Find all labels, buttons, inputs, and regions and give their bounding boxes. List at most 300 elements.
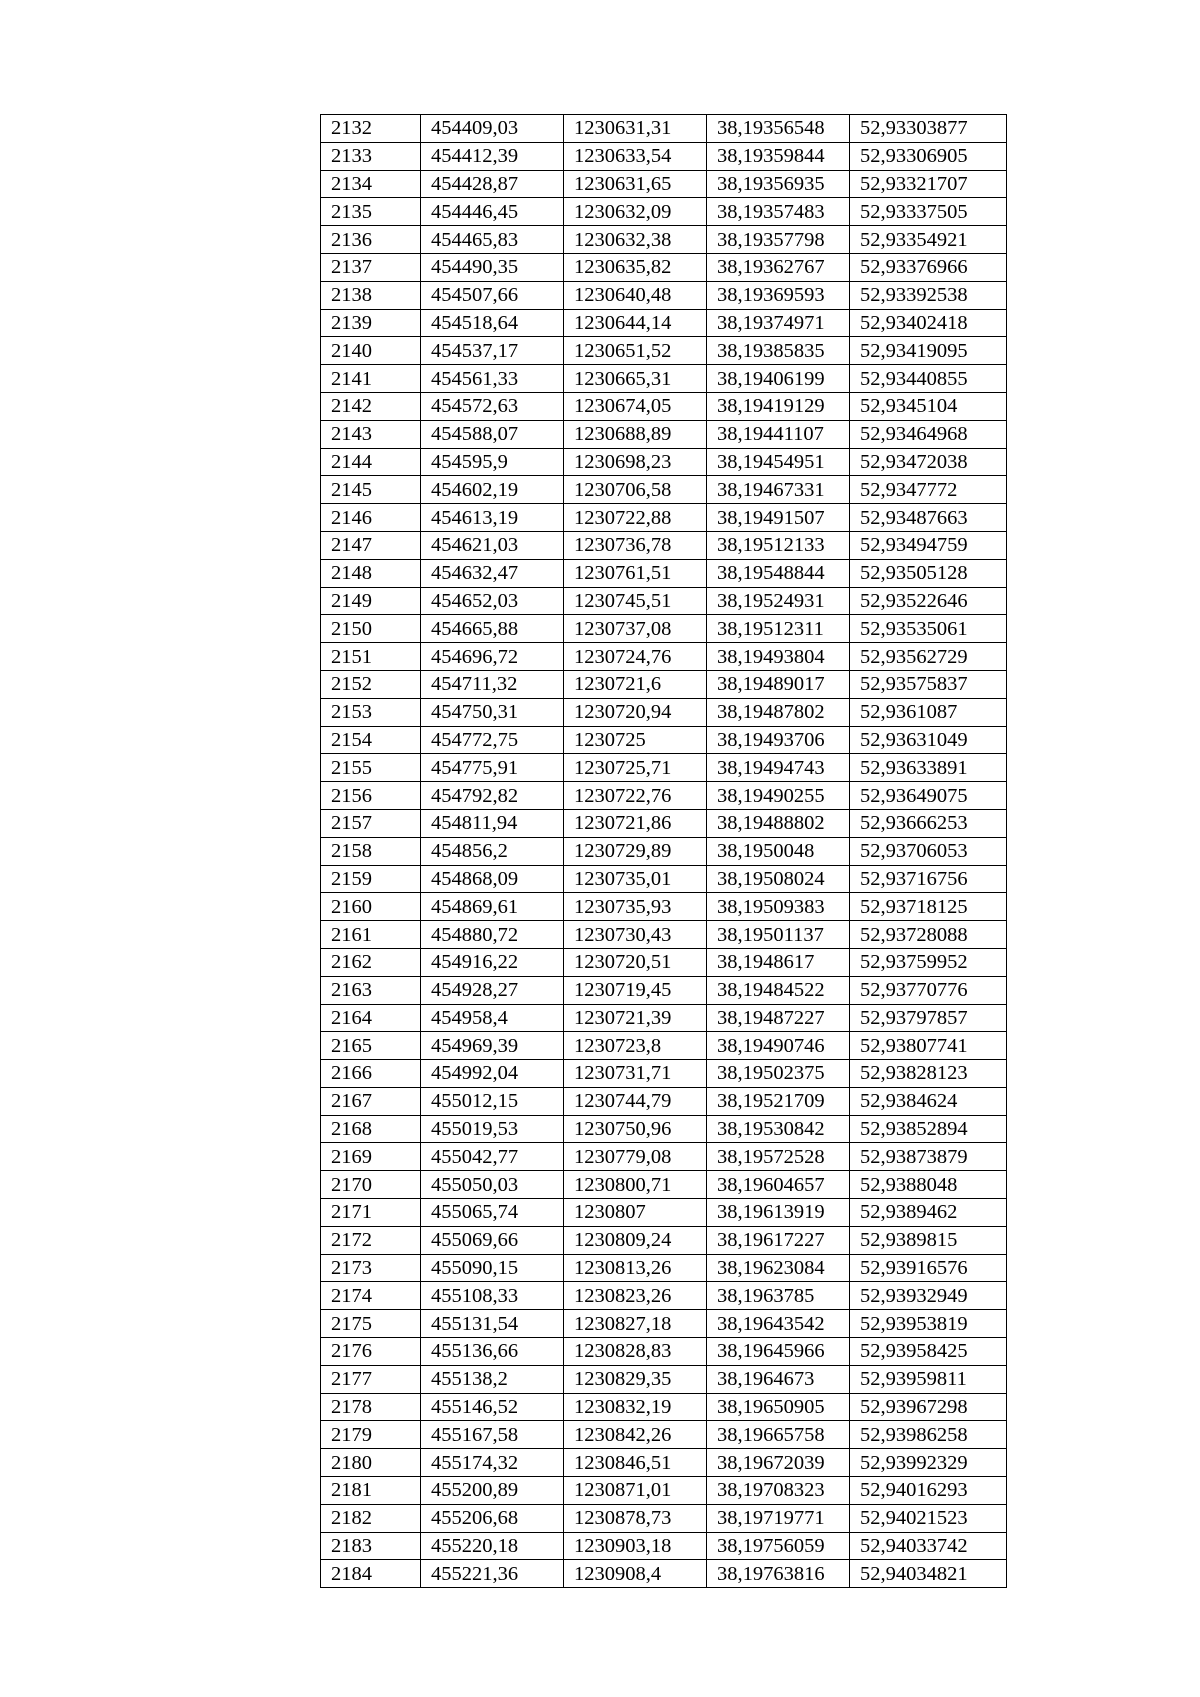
table-row [321,281,1007,309]
x-coordinate-cell: 454958,4 [421,1004,564,1032]
y-coordinate-cell: 1230813,26 [564,1254,707,1282]
latitude-cell: 52,93562729 [850,643,1007,671]
longitude-cell: 38,19502375 [707,1060,850,1088]
longitude-cell: 38,19672039 [707,1449,850,1477]
x-coordinate-cell: 454665,88 [421,615,564,643]
latitude-cell: 52,93306905 [850,142,1007,170]
x-coordinate-cell: 454868,09 [421,865,564,893]
latitude-cell: 52,93718125 [850,893,1007,921]
point-number-cell: 2143 [321,420,421,448]
longitude-cell: 38,19362767 [707,253,850,281]
latitude-cell: 52,93728088 [850,921,1007,949]
y-coordinate-cell: 1230823,26 [564,1282,707,1310]
latitude-cell: 52,93759952 [850,948,1007,976]
y-coordinate-cell: 1230724,76 [564,643,707,671]
longitude-cell: 38,19489017 [707,670,850,698]
point-number-cell: 2161 [321,921,421,949]
point-number-cell: 2158 [321,837,421,865]
latitude-cell: 52,9388048 [850,1171,1007,1199]
table-row [321,1365,1007,1393]
latitude-cell: 52,93633891 [850,754,1007,782]
table-row [321,1504,1007,1532]
longitude-cell: 38,19493804 [707,643,850,671]
table-row [321,1338,1007,1366]
y-coordinate-cell: 1230706,58 [564,476,707,504]
y-coordinate-cell: 1230744,79 [564,1087,707,1115]
y-coordinate-cell: 1230635,82 [564,253,707,281]
latitude-cell: 52,93402418 [850,309,1007,337]
table-row [321,1171,1007,1199]
x-coordinate-cell: 454518,64 [421,309,564,337]
y-coordinate-cell: 1230722,88 [564,504,707,532]
y-coordinate-cell: 1230750,96 [564,1115,707,1143]
point-number-cell: 2169 [321,1143,421,1171]
latitude-cell: 52,93472038 [850,448,1007,476]
latitude-cell: 52,93953819 [850,1310,1007,1338]
longitude-cell: 38,19356935 [707,170,850,198]
y-coordinate-cell: 1230722,76 [564,782,707,810]
table-row [321,504,1007,532]
x-coordinate-cell: 454696,72 [421,643,564,671]
point-number-cell: 2163 [321,976,421,1004]
latitude-cell: 52,93992329 [850,1449,1007,1477]
table-row [321,1199,1007,1227]
x-coordinate-cell: 455206,68 [421,1504,564,1532]
point-number-cell: 2177 [321,1365,421,1393]
y-coordinate-cell: 1230665,31 [564,365,707,393]
x-coordinate-cell: 454775,91 [421,754,564,782]
longitude-cell: 38,19763816 [707,1560,850,1588]
point-number-cell: 2174 [321,1282,421,1310]
longitude-cell: 38,19623084 [707,1254,850,1282]
table-row [321,420,1007,448]
latitude-cell: 52,93797857 [850,1004,1007,1032]
longitude-cell: 38,19490255 [707,782,850,810]
longitude-cell: 38,1948617 [707,948,850,976]
longitude-cell: 38,19374971 [707,309,850,337]
y-coordinate-cell: 1230800,71 [564,1171,707,1199]
x-coordinate-cell: 455042,77 [421,1143,564,1171]
table-row [321,865,1007,893]
point-number-cell: 2162 [321,948,421,976]
latitude-cell: 52,93419095 [850,337,1007,365]
latitude-cell: 52,9361087 [850,698,1007,726]
longitude-cell: 38,19491507 [707,504,850,532]
table-row [321,587,1007,615]
point-number-cell: 2181 [321,1477,421,1505]
longitude-cell: 38,19419129 [707,392,850,420]
y-coordinate-cell: 1230871,01 [564,1477,707,1505]
table-row [321,782,1007,810]
point-number-cell: 2154 [321,726,421,754]
x-coordinate-cell: 454969,39 [421,1032,564,1060]
x-coordinate-cell: 454792,82 [421,782,564,810]
table-row [321,365,1007,393]
table-row [321,142,1007,170]
table-row [321,893,1007,921]
point-number-cell: 2182 [321,1504,421,1532]
longitude-cell: 38,1964673 [707,1365,850,1393]
table-row [321,448,1007,476]
x-coordinate-cell: 454811,94 [421,809,564,837]
point-number-cell: 2183 [321,1532,421,1560]
point-number-cell: 2151 [321,643,421,671]
table-row [321,170,1007,198]
longitude-cell: 38,19487802 [707,698,850,726]
table-row [321,1477,1007,1505]
y-coordinate-cell: 1230720,51 [564,948,707,976]
table-row [321,1560,1007,1588]
table-row [321,809,1007,837]
y-coordinate-cell: 1230721,39 [564,1004,707,1032]
y-coordinate-cell: 1230631,31 [564,115,707,143]
x-coordinate-cell: 455019,53 [421,1115,564,1143]
table-row [321,1393,1007,1421]
x-coordinate-cell: 454595,9 [421,448,564,476]
x-coordinate-cell: 454652,03 [421,587,564,615]
longitude-cell: 38,19441107 [707,420,850,448]
latitude-cell: 52,93916576 [850,1254,1007,1282]
latitude-cell: 52,93464968 [850,420,1007,448]
latitude-cell: 52,9389462 [850,1199,1007,1227]
latitude-cell: 52,93522646 [850,587,1007,615]
y-coordinate-cell: 1230878,73 [564,1504,707,1532]
y-coordinate-cell: 1230721,6 [564,670,707,698]
point-number-cell: 2164 [321,1004,421,1032]
table-row [321,115,1007,143]
x-coordinate-cell: 454561,33 [421,365,564,393]
x-coordinate-cell: 454992,04 [421,1060,564,1088]
y-coordinate-cell: 1230807 [564,1199,707,1227]
longitude-cell: 38,19650905 [707,1393,850,1421]
latitude-cell: 52,93986258 [850,1421,1007,1449]
x-coordinate-cell: 454869,61 [421,893,564,921]
latitude-cell: 52,93716756 [850,865,1007,893]
point-number-cell: 2173 [321,1254,421,1282]
x-coordinate-cell: 455090,15 [421,1254,564,1282]
longitude-cell: 38,19490746 [707,1032,850,1060]
x-coordinate-cell: 454750,31 [421,698,564,726]
longitude-cell: 38,19356548 [707,115,850,143]
latitude-cell: 52,93487663 [850,504,1007,532]
x-coordinate-cell: 454409,03 [421,115,564,143]
coordinates-table-body [321,115,1007,1588]
table-row [321,837,1007,865]
y-coordinate-cell: 1230761,51 [564,559,707,587]
table-row [321,726,1007,754]
point-number-cell: 2142 [321,392,421,420]
latitude-cell: 52,93807741 [850,1032,1007,1060]
point-number-cell: 2139 [321,309,421,337]
point-number-cell: 2152 [321,670,421,698]
y-coordinate-cell: 1230832,19 [564,1393,707,1421]
table-row [321,754,1007,782]
point-number-cell: 2135 [321,198,421,226]
y-coordinate-cell: 1230632,38 [564,226,707,254]
longitude-cell: 38,19369593 [707,281,850,309]
point-number-cell: 2150 [321,615,421,643]
longitude-cell: 38,19613919 [707,1199,850,1227]
longitude-cell: 38,19512133 [707,531,850,559]
point-number-cell: 2134 [321,170,421,198]
y-coordinate-cell: 1230736,78 [564,531,707,559]
x-coordinate-cell: 455167,58 [421,1421,564,1449]
point-number-cell: 2167 [321,1087,421,1115]
y-coordinate-cell: 1230633,54 [564,142,707,170]
x-coordinate-cell: 454428,87 [421,170,564,198]
table-row [321,670,1007,698]
x-coordinate-cell: 455220,18 [421,1532,564,1560]
y-coordinate-cell: 1230640,48 [564,281,707,309]
x-coordinate-cell: 455174,32 [421,1449,564,1477]
longitude-cell: 38,19548844 [707,559,850,587]
y-coordinate-cell: 1230846,51 [564,1449,707,1477]
latitude-cell: 52,9389815 [850,1226,1007,1254]
table-row [321,615,1007,643]
table-row [321,1032,1007,1060]
table-row [321,948,1007,976]
longitude-cell: 38,19508024 [707,865,850,893]
x-coordinate-cell: 455221,36 [421,1560,564,1588]
longitude-cell: 38,19484522 [707,976,850,1004]
latitude-cell: 52,93440855 [850,365,1007,393]
y-coordinate-cell: 1230720,94 [564,698,707,726]
y-coordinate-cell: 1230725 [564,726,707,754]
longitude-cell: 38,19521709 [707,1087,850,1115]
longitude-cell: 38,1950048 [707,837,850,865]
y-coordinate-cell: 1230674,05 [564,392,707,420]
y-coordinate-cell: 1230829,35 [564,1365,707,1393]
point-number-cell: 2165 [321,1032,421,1060]
point-number-cell: 2180 [321,1449,421,1477]
point-number-cell: 2157 [321,809,421,837]
point-number-cell: 2137 [321,253,421,281]
x-coordinate-cell: 454916,22 [421,948,564,976]
x-coordinate-cell: 454412,39 [421,142,564,170]
latitude-cell: 52,93873879 [850,1143,1007,1171]
longitude-cell: 38,19572528 [707,1143,850,1171]
x-coordinate-cell: 454621,03 [421,531,564,559]
y-coordinate-cell: 1230828,83 [564,1338,707,1366]
longitude-cell: 38,19509383 [707,893,850,921]
x-coordinate-cell: 454613,19 [421,504,564,532]
table-row [321,392,1007,420]
point-number-cell: 2133 [321,142,421,170]
y-coordinate-cell: 1230632,09 [564,198,707,226]
x-coordinate-cell: 454880,72 [421,921,564,949]
longitude-cell: 38,19645966 [707,1338,850,1366]
table-row [321,1310,1007,1338]
x-coordinate-cell: 454446,45 [421,198,564,226]
latitude-cell: 52,93706053 [850,837,1007,865]
longitude-cell: 38,19643542 [707,1310,850,1338]
point-number-cell: 2136 [321,226,421,254]
table-row [321,1282,1007,1310]
point-number-cell: 2148 [321,559,421,587]
latitude-cell: 52,93852894 [850,1115,1007,1143]
x-coordinate-cell: 455012,15 [421,1087,564,1115]
latitude-cell: 52,93967298 [850,1393,1007,1421]
point-number-cell: 2170 [321,1171,421,1199]
point-number-cell: 2178 [321,1393,421,1421]
longitude-cell: 38,19494743 [707,754,850,782]
table-row [321,198,1007,226]
coordinates-table [320,114,1007,1588]
table-row [321,698,1007,726]
latitude-cell: 52,93505128 [850,559,1007,587]
longitude-cell: 38,19406199 [707,365,850,393]
longitude-cell: 38,19467331 [707,476,850,504]
y-coordinate-cell: 1230723,8 [564,1032,707,1060]
longitude-cell: 38,19501137 [707,921,850,949]
table-row [321,309,1007,337]
table-row [321,337,1007,365]
x-coordinate-cell: 454632,47 [421,559,564,587]
latitude-cell: 52,93494759 [850,531,1007,559]
latitude-cell: 52,93958425 [850,1338,1007,1366]
table-row [321,531,1007,559]
latitude-cell: 52,94021523 [850,1504,1007,1532]
y-coordinate-cell: 1230631,65 [564,170,707,198]
x-coordinate-cell: 454465,83 [421,226,564,254]
x-coordinate-cell: 454602,19 [421,476,564,504]
longitude-cell: 38,19493706 [707,726,850,754]
table-row [321,476,1007,504]
table-row [321,559,1007,587]
point-number-cell: 2172 [321,1226,421,1254]
longitude-cell: 38,19756059 [707,1532,850,1560]
longitude-cell: 38,19665758 [707,1421,850,1449]
table-row [321,1115,1007,1143]
longitude-cell: 38,19617227 [707,1226,850,1254]
longitude-cell: 38,1963785 [707,1282,850,1310]
latitude-cell: 52,93770776 [850,976,1007,1004]
latitude-cell: 52,93649075 [850,782,1007,810]
latitude-cell: 52,93376966 [850,253,1007,281]
y-coordinate-cell: 1230908,4 [564,1560,707,1588]
x-coordinate-cell: 454772,75 [421,726,564,754]
x-coordinate-cell: 455146,52 [421,1393,564,1421]
table-row [321,1254,1007,1282]
y-coordinate-cell: 1230827,18 [564,1310,707,1338]
y-coordinate-cell: 1230737,08 [564,615,707,643]
latitude-cell: 52,9345104 [850,392,1007,420]
x-coordinate-cell: 454928,27 [421,976,564,1004]
latitude-cell: 52,93828123 [850,1060,1007,1088]
y-coordinate-cell: 1230688,89 [564,420,707,448]
point-number-cell: 2132 [321,115,421,143]
longitude-cell: 38,19524931 [707,587,850,615]
x-coordinate-cell: 455131,54 [421,1310,564,1338]
point-number-cell: 2175 [321,1310,421,1338]
y-coordinate-cell: 1230745,51 [564,587,707,615]
table-row [321,1532,1007,1560]
table-row [321,1060,1007,1088]
longitude-cell: 38,19357483 [707,198,850,226]
point-number-cell: 2156 [321,782,421,810]
latitude-cell: 52,94016293 [850,1477,1007,1505]
latitude-cell: 52,93631049 [850,726,1007,754]
table-row [321,1143,1007,1171]
x-coordinate-cell: 454490,35 [421,253,564,281]
y-coordinate-cell: 1230721,86 [564,809,707,837]
y-coordinate-cell: 1230809,24 [564,1226,707,1254]
table-row [321,1421,1007,1449]
latitude-cell: 52,93321707 [850,170,1007,198]
y-coordinate-cell: 1230729,89 [564,837,707,865]
point-number-cell: 2149 [321,587,421,615]
point-number-cell: 2155 [321,754,421,782]
latitude-cell: 52,9347772 [850,476,1007,504]
x-coordinate-cell: 454856,2 [421,837,564,865]
x-coordinate-cell: 455050,03 [421,1171,564,1199]
table-row [321,1226,1007,1254]
y-coordinate-cell: 1230644,14 [564,309,707,337]
point-number-cell: 2138 [321,281,421,309]
y-coordinate-cell: 1230730,43 [564,921,707,949]
point-number-cell: 2160 [321,893,421,921]
longitude-cell: 38,19357798 [707,226,850,254]
y-coordinate-cell: 1230842,26 [564,1421,707,1449]
point-number-cell: 2153 [321,698,421,726]
y-coordinate-cell: 1230735,93 [564,893,707,921]
x-coordinate-cell: 454572,63 [421,392,564,420]
y-coordinate-cell: 1230903,18 [564,1532,707,1560]
table-row [321,1004,1007,1032]
y-coordinate-cell: 1230779,08 [564,1143,707,1171]
point-number-cell: 2159 [321,865,421,893]
x-coordinate-cell: 455200,89 [421,1477,564,1505]
table-row [321,253,1007,281]
latitude-cell: 52,93932949 [850,1282,1007,1310]
x-coordinate-cell: 455136,66 [421,1338,564,1366]
y-coordinate-cell: 1230719,45 [564,976,707,1004]
point-number-cell: 2168 [321,1115,421,1143]
point-number-cell: 2140 [321,337,421,365]
y-coordinate-cell: 1230651,52 [564,337,707,365]
x-coordinate-cell: 454537,17 [421,337,564,365]
y-coordinate-cell: 1230698,23 [564,448,707,476]
longitude-cell: 38,19488802 [707,809,850,837]
latitude-cell: 52,93392538 [850,281,1007,309]
point-number-cell: 2179 [321,1421,421,1449]
longitude-cell: 38,19359844 [707,142,850,170]
latitude-cell: 52,93959811 [850,1365,1007,1393]
point-number-cell: 2144 [321,448,421,476]
table-row [321,226,1007,254]
y-coordinate-cell: 1230735,01 [564,865,707,893]
x-coordinate-cell: 454507,66 [421,281,564,309]
point-number-cell: 2184 [321,1560,421,1588]
longitude-cell: 38,19487227 [707,1004,850,1032]
x-coordinate-cell: 455138,2 [421,1365,564,1393]
longitude-cell: 38,19454951 [707,448,850,476]
point-number-cell: 2141 [321,365,421,393]
latitude-cell: 52,9384624 [850,1087,1007,1115]
x-coordinate-cell: 454588,07 [421,420,564,448]
x-coordinate-cell: 455065,74 [421,1199,564,1227]
latitude-cell: 52,93303877 [850,115,1007,143]
latitude-cell: 52,93575837 [850,670,1007,698]
y-coordinate-cell: 1230725,71 [564,754,707,782]
longitude-cell: 38,19719771 [707,1504,850,1532]
point-number-cell: 2176 [321,1338,421,1366]
point-number-cell: 2171 [321,1199,421,1227]
x-coordinate-cell: 455108,33 [421,1282,564,1310]
longitude-cell: 38,19530842 [707,1115,850,1143]
longitude-cell: 38,19512311 [707,615,850,643]
latitude-cell: 52,94034821 [850,1560,1007,1588]
